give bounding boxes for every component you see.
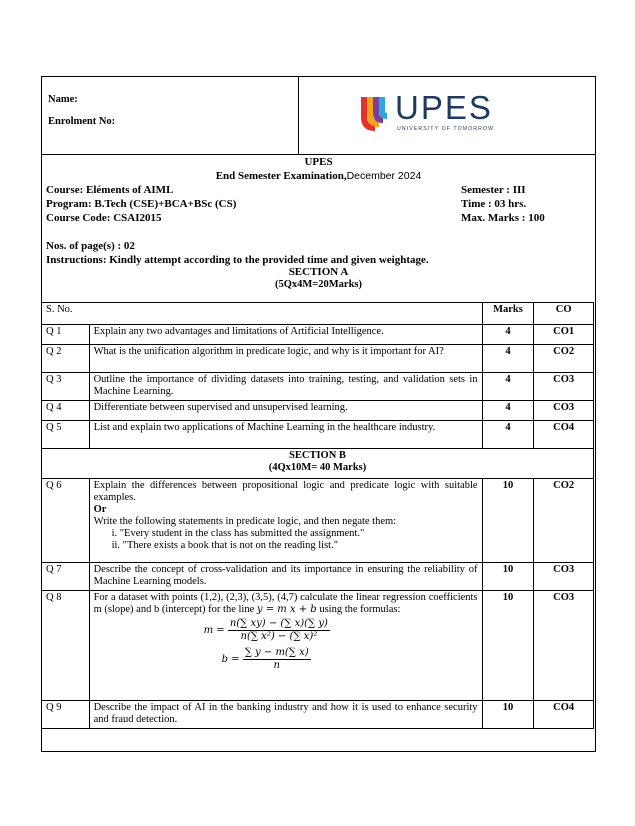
question-marks: 4 <box>482 345 534 373</box>
question-marks: 4 <box>482 373 534 401</box>
q8-formula-intro: using the formulas: <box>319 604 401 615</box>
question-text: Explain any two advantages and limitations of Artificial Intelligence. <box>89 325 482 345</box>
q8-text <box>94 592 478 616</box>
question-co: CO1 <box>534 325 594 345</box>
instructions: Instructions: Kindly attempt according to the provided time and given weightage. <box>46 254 429 266</box>
table-row <box>42 401 594 421</box>
table-header-row <box>42 303 594 325</box>
section-a-table <box>41 302 594 729</box>
question-number: Q 5 <box>42 421 90 449</box>
q8-intro: For a dataset with points (1,2), (2,3), (3,5), (4,7) calculate the linear regression coefficients m (slope) and b (intercept) for the line <box>93 592 478 615</box>
question-number: Q 6 <box>42 479 90 563</box>
question-number: Q 3 <box>42 373 90 401</box>
max-marks: Max. Marks : 100 <box>461 212 545 224</box>
semester: Semester : III <box>461 184 526 196</box>
table-row <box>42 591 594 701</box>
exam-title: End Semester Examination, <box>215 170 347 182</box>
question-number: Q 9 <box>42 701 90 729</box>
slope-fraction <box>228 618 330 643</box>
q8-line-equation: y = m x + b <box>256 604 317 615</box>
section-a-subtitle: (5Qx4M=20Marks) <box>274 279 363 290</box>
question-number: Q 1 <box>42 325 90 345</box>
header-block <box>42 77 595 155</box>
intercept-fraction <box>243 647 311 672</box>
question-text: List and explain two applications of Machine Learning in the healthcare industry. <box>89 421 482 449</box>
exam-paper-frame <box>41 76 596 752</box>
exam-time: Time : 03 hrs. <box>461 198 527 210</box>
question-co: CO3 <box>534 373 594 401</box>
logo-tagline: UNIVERSITY OF TOMORROW <box>397 126 495 132</box>
question-text: Describe the impact of AI in the banking industry and how it is used to enhance security and fraud detection. <box>89 701 482 729</box>
candidate-info <box>42 77 299 154</box>
institution-name: UPES <box>304 156 333 168</box>
upes-logo-mark-icon <box>357 91 393 133</box>
question-number: Q 8 <box>42 591 90 701</box>
question-marks: 4 <box>482 401 534 421</box>
section-b-heading-row <box>42 449 594 479</box>
section-b-heading <box>42 449 594 479</box>
question-text <box>89 591 482 701</box>
question-co: CO3 <box>534 563 594 591</box>
question-co: CO2 <box>534 345 594 373</box>
exam-title-line <box>42 170 595 182</box>
question-co: CO3 <box>534 591 594 701</box>
q6-part-b: Write the following statements in predicate logic, and then negate them: <box>93 516 397 527</box>
question-marks: 4 <box>482 421 534 449</box>
table-row <box>42 701 594 729</box>
q6-or: Or <box>93 504 107 515</box>
table-row <box>42 563 594 591</box>
question-text: Describe the concept of cross-validation and its importance in ensuring the reliability of Machine Learning models. <box>89 563 482 591</box>
question-number: Q 7 <box>42 563 90 591</box>
table-row <box>42 479 594 563</box>
question-marks: 10 <box>482 701 534 729</box>
table-row <box>42 325 594 345</box>
slope-numerator: n(∑ xy) − (∑ x)(∑ y) <box>229 618 328 629</box>
question-text: What is the unification algorithm in predicate logic, and why is it important for AI? <box>89 345 482 373</box>
section-b-subtitle: (4Qx10M= 40 Marks) <box>268 462 367 473</box>
question-marks: 10 <box>482 479 534 563</box>
upes-logo <box>357 91 497 137</box>
col-sno-header: S. No. <box>42 303 483 325</box>
logo-wordmark: UPES <box>395 89 493 126</box>
section-b-title: SECTION B <box>289 450 346 461</box>
question-text: Outline the importance of dividing datasets into training, testing, and validation sets in Machine Learning. <box>89 373 482 401</box>
question-co: CO4 <box>534 421 594 449</box>
col-co-header: CO <box>534 303 594 325</box>
q6-part-a: Explain the differences between propositional logic and predicate logic with suitable examples. <box>93 480 478 503</box>
question-text <box>89 479 482 563</box>
slope-denominator: n(∑ x²) − (∑ x)² <box>240 631 318 642</box>
intercept-formula <box>94 647 478 672</box>
q6-item-2: ii. "There exists a book that is not on the reading list." <box>111 540 338 551</box>
intercept-lhs: b = <box>221 654 240 665</box>
question-co: CO4 <box>534 701 594 729</box>
question-marks: 4 <box>482 325 534 345</box>
question-text: Differentiate between supervised and unsupervised learning. <box>89 401 482 421</box>
page-count: Nos. of page(s) : 02 <box>46 240 135 252</box>
col-marks-header: Marks <box>482 303 534 325</box>
question-co: CO3 <box>534 401 594 421</box>
intercept-numerator: ∑ y − m(∑ x) <box>244 647 309 658</box>
section-a-title: SECTION A <box>288 266 349 278</box>
intercept-denominator: n <box>273 660 280 671</box>
question-marks: 10 <box>482 563 534 591</box>
slope-formula <box>94 618 478 643</box>
question-number: Q 2 <box>42 345 90 373</box>
question-marks: 10 <box>482 591 534 701</box>
course-code: Course Code: CSAI2015 <box>46 212 162 224</box>
slope-lhs: m = <box>203 625 225 636</box>
table-row <box>42 345 594 373</box>
name-label: Name: <box>48 94 78 105</box>
course-name: Course: Eléments of AIML <box>46 184 174 196</box>
exam-session: December 2024 <box>346 170 422 182</box>
question-number: Q 4 <box>42 401 90 421</box>
program: Program: B.Tech (CSE)+BCA+BSc (CS) <box>46 198 237 210</box>
exam-info <box>42 154 595 288</box>
table-row <box>42 373 594 401</box>
enrolment-label: Enrolment No: <box>48 116 116 127</box>
table-row <box>42 421 594 449</box>
q6-item-1: i. "Every student in the class has submitted the assignment." <box>111 528 365 539</box>
question-co: CO2 <box>534 479 594 563</box>
